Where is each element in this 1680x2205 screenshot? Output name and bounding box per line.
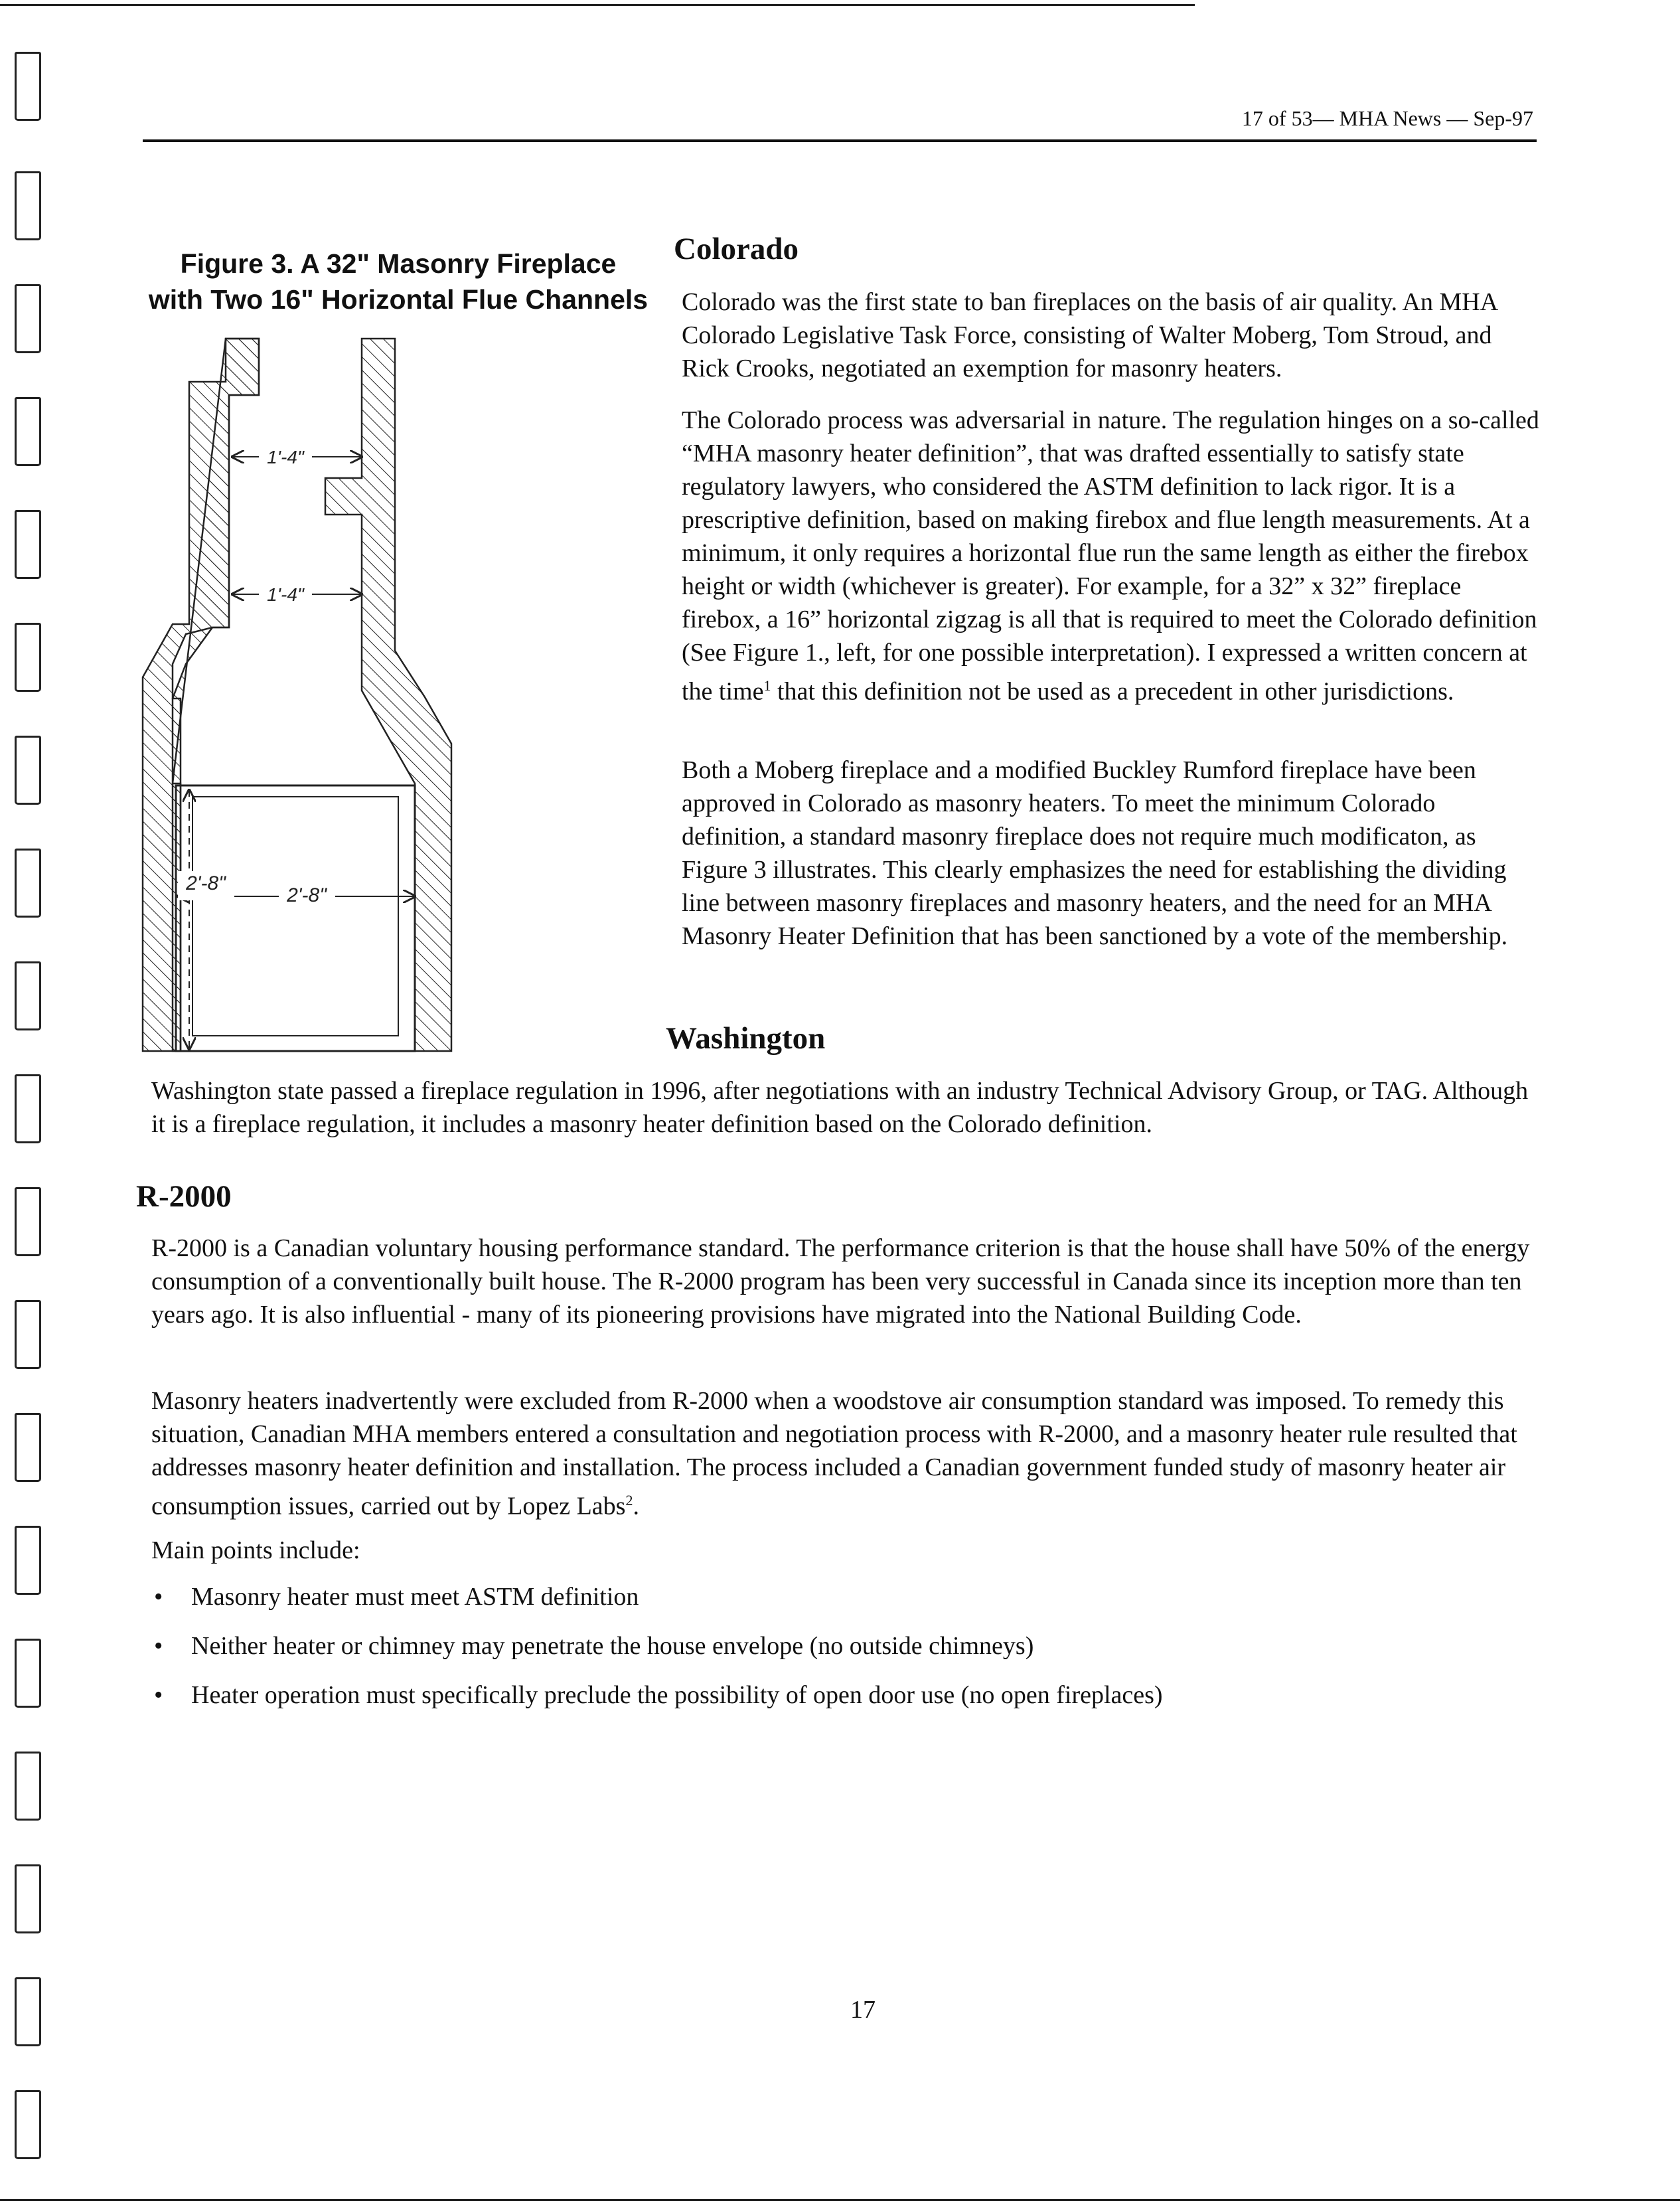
running-header: 17 of 53— MHA News — Sep-97 <box>1241 106 1533 130</box>
colorado-p2-text: The Colorado process was adversarial in nature. The regulation hinges on a so-called “MHA masonry heater definition”, that was drafted essentially to satisfy state regulatory lawyers, who considered the ASTM definition to lack rigor. It is a prescriptive definition, based on making firebox and flue length measurements. At a minimum, it only requires a horizontal flue run the same length as either the firebox height or width (whichever is greater). For example, for a 32” x 32” fireplace firebox, a 16” horizontal zigzag is all that is required to meet the Colorado definition (See Figure 1., left, for one possible interpretation). I expressed a written concern at the time <box>682 406 1539 706</box>
dimension-middle-flue: 1'-4" <box>267 584 304 605</box>
punch-hole <box>15 961 41 1030</box>
dimension-upper-flue: 1'-4" <box>267 447 304 467</box>
washington-heading: Washington <box>666 1021 826 1056</box>
fireplace-section-drawing <box>139 332 498 1062</box>
r2000-paragraph-2 <box>151 1384 1545 1523</box>
firebox <box>176 785 415 1051</box>
punch-hole <box>15 1187 41 1256</box>
bullet-icon: • <box>154 1583 163 1611</box>
punch-hole <box>15 623 41 692</box>
punch-hole <box>15 736 41 805</box>
dimension-firebox-width: 2'-8" <box>287 884 327 906</box>
punch-hole <box>15 1977 41 2046</box>
r2000-heading: R-2000 <box>136 1179 232 1214</box>
figure-caption-line-1: Figure 3. A 32" Masonry Fireplace <box>180 248 617 279</box>
bottom-border-line <box>0 2199 1680 2201</box>
punch-hole <box>15 2090 41 2159</box>
punch-hole <box>15 1074 41 1143</box>
top-border-line <box>0 4 1195 6</box>
footnote-ref-1: 1 <box>763 677 771 694</box>
colorado-paragraph-1: Colorado was the first state to ban fireplaces on the basis of air quality. An MHA Colorado Legislative Task Force, consisting of Walter Moberg, Tom Stroud, and Rick Crooks, negotiated an exemption for masonry heaters. <box>682 288 1497 382</box>
r2000-paragraph-1: R-2000 is a Canadian voluntary housing performance standard. The performance criterion is that the house shall have 50% of the energy consumption of a conventionally built house. The R-2000 program has been very successful in Canada since its inception more than ten years ago. It is also influential - many of its pioneering provisions have migrated into the National Building Code. <box>151 1234 1530 1329</box>
colorado-paragraph-2 <box>682 404 1541 708</box>
punch-hole <box>15 171 41 240</box>
figure-caption-line-2: with Two 16" Horizontal Flue Channels <box>148 284 649 315</box>
punch-hole <box>15 284 41 353</box>
bullet-icon: • <box>154 1632 163 1660</box>
page-number: 17 <box>850 1996 876 2024</box>
colorado-paragraph-3: Both a Moberg fireplace and a modified Buckley Rumford fireplace have been approved in Colorado as masonry heaters. To meet the minimum Colorado definition, a standard masonry fireplace does not require much modificaton, as Figure 3 illustrates. This clearly emphasizes the need for establishing the dividing line between masonry fireplaces and masonry heaters, and the need for an MHA Masonry Heater Definition that has been sanctioned by a vote of the membership. <box>682 756 1508 950</box>
punch-hole <box>15 1413 41 1482</box>
punch-hole <box>15 1752 41 1821</box>
main-points-list <box>151 1580 1545 1728</box>
list-item: • Masonry heater must meet ASTM definition <box>151 1580 1545 1613</box>
bullet-icon: • <box>154 1681 163 1709</box>
figure-caption <box>143 246 654 317</box>
dimension-firebox-height: 2'-8" <box>186 872 226 894</box>
washington-paragraph: Washington state passed a fireplace regulation in 1996, after negotiations with an industry Technical Advisory Group, or TAG. Although it is a fireplace regulation, it includes a masonry heater definition based on the Colorado definition. <box>151 1077 1529 1138</box>
list-item: • Neither heater or chimney may penetrate the house envelope (no outside chimneys) <box>151 1629 1545 1663</box>
r2000-p2-text: Masonry heaters inadvertently were excluded from R-2000 when a woodstove air consumption standard was imposed. To remedy this situation, Canadian MHA members entered a consultation and negotiation process with R-2000, and a masonry heater rule resulted that addresses masonry heater definition and installation. The process included a Canadian government funded study of masonry heater air consumption issues, carried out by Lopez Labs <box>151 1387 1517 1520</box>
firebox-inner <box>192 797 398 1036</box>
r2000-p2-text-end: . <box>633 1492 639 1520</box>
punch-hole <box>15 397 41 466</box>
footnote-ref-2: 2 <box>625 1492 633 1509</box>
punch-hole <box>15 1526 41 1595</box>
punch-hole <box>15 52 41 121</box>
list-item: • Heater operation must specifically preclude the possibility of open door use (no open fireplaces) <box>151 1678 1545 1712</box>
punch-hole <box>15 510 41 579</box>
punch-hole <box>15 849 41 918</box>
right-wall <box>325 339 451 1051</box>
punch-hole <box>15 1639 41 1708</box>
header-rule <box>143 139 1537 142</box>
punch-hole <box>15 1300 41 1369</box>
r2000-paragraph-3: Main points include: <box>151 1536 360 1564</box>
left-wall-lower <box>143 339 259 1051</box>
colorado-heading: Colorado <box>674 232 799 266</box>
punch-hole <box>15 1864 41 1933</box>
colorado-p2-text-end: that this definition not be used as a precedent in other jurisdictions. <box>771 677 1454 706</box>
